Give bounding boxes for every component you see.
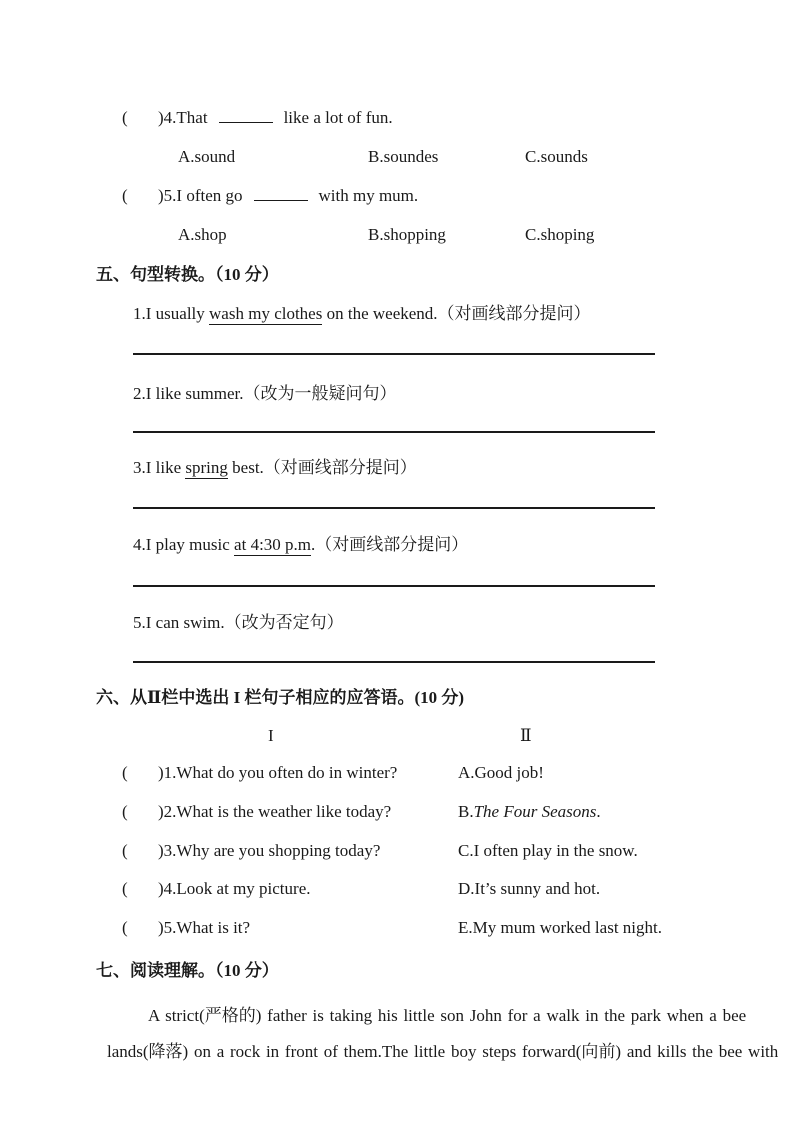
answer-line	[133, 431, 655, 433]
answer-line	[133, 585, 655, 587]
answer-line	[133, 661, 655, 663]
matching-left-item: )5.What is it?	[158, 918, 251, 937]
matching-left-item: )3.Why are you shopping today?	[158, 841, 381, 860]
matching-column-headers	[0, 724, 793, 748]
underlined-phrase: wash my clothes	[209, 304, 323, 323]
item-text-before: 4.I play music	[133, 535, 235, 554]
answer-line	[133, 507, 655, 509]
item-instruction-note: （对画线部分提问）	[263, 458, 417, 477]
section-title-reading-comprehension: 七、阅读理解。（10 分）	[96, 961, 279, 980]
transform-item-5	[133, 608, 344, 633]
reading-paragraph-line-2: lands(降落) on a rock in front of them.The little boy steps forward(向前) and kills the bee with	[107, 1042, 779, 1061]
matching-row-2	[0, 800, 793, 824]
answer-bracket: (	[122, 879, 128, 898]
item-instruction-note: （改为否定句）	[224, 613, 344, 632]
section-title-sentence-transformation: 五、句型转换。（10 分）	[96, 265, 279, 284]
right-text: B.	[458, 802, 474, 821]
matching-right-item	[458, 800, 601, 824]
fill-blank	[254, 187, 308, 201]
item-text-after: on the weekend.	[322, 304, 438, 323]
right-text-italic: The Four Seasons	[473, 802, 597, 821]
matching-row-3	[0, 839, 793, 863]
item-instruction-note: （对画线部分提问）	[315, 535, 469, 554]
item-text-before: 2.I like summer.	[133, 384, 244, 403]
stem-text-before: )4.That	[158, 108, 208, 127]
right-text: C.I often play in the snow.	[458, 841, 638, 860]
matching-right-item	[458, 877, 600, 901]
option-a: A.shop	[178, 225, 227, 244]
item-text-before: 3.I like	[133, 458, 186, 477]
item-text-after: best.	[227, 458, 264, 477]
underlined-phrase: spring	[185, 458, 228, 477]
stem-text-after: with my mum.	[318, 186, 419, 205]
matching-right-item	[458, 916, 662, 940]
answer-bracket: (	[122, 841, 128, 860]
matching-row-4	[0, 877, 793, 901]
underlined-phrase: at 4:30 p.m	[234, 535, 312, 554]
choice-question-5-stem	[158, 184, 418, 208]
option-c: C.sounds	[525, 147, 588, 166]
right-text-post: .	[596, 802, 601, 821]
item-text-after: .	[311, 535, 316, 554]
answer-bracket: (	[122, 918, 128, 937]
transform-item-4	[133, 530, 468, 555]
column-2-header: Ⅱ	[520, 726, 532, 745]
item-instruction-note: （改为一般疑问句）	[243, 384, 397, 403]
fill-blank	[219, 109, 273, 123]
matching-left-item: )4.Look at my picture.	[158, 879, 311, 898]
matching-row-5	[0, 916, 793, 940]
stem-text-before: )5.I often go	[158, 186, 243, 205]
option-b: B.shopping	[368, 225, 446, 244]
matching-left-item: )2.What is the weather like today?	[158, 802, 392, 821]
right-text: A.Good job!	[458, 763, 544, 782]
option-b: B.soundes	[368, 147, 439, 166]
item-text-before: 5.I can swim.	[133, 613, 225, 632]
item-text-before: 1.I usually	[133, 304, 210, 323]
answer-line	[133, 353, 655, 355]
choice-question-4-row	[0, 106, 793, 130]
reading-paragraph-line-1: A strict(严格的) father is taking his little son John for a walk in the park when a bee	[148, 1006, 747, 1025]
stem-text-after: like a lot of fun.	[283, 108, 393, 127]
matching-left-item: )1.What do you often do in winter?	[158, 763, 398, 782]
answer-bracket: (	[122, 763, 128, 782]
section-title-matching: 六、从Ⅱ栏中选出 I 栏句子相应的应答语。(10 分)	[96, 688, 465, 707]
choice-question-4-stem	[158, 106, 393, 130]
transform-item-3	[133, 453, 417, 478]
item-instruction-note: （对画线部分提问）	[437, 304, 591, 323]
transform-item-1	[133, 299, 591, 324]
answer-bracket: (	[122, 108, 128, 127]
choice-question-5-row	[0, 184, 793, 208]
matching-right-item	[458, 761, 544, 785]
option-c: C.shoping	[525, 225, 595, 244]
matching-row-1	[0, 761, 793, 785]
right-text: E.My mum worked last night.	[458, 918, 662, 937]
choice-question-5-options-row	[0, 223, 793, 247]
right-text: D.It’s sunny and hot.	[458, 879, 601, 898]
answer-bracket: (	[122, 186, 128, 205]
answer-bracket: (	[122, 802, 128, 821]
column-1-header: I	[268, 726, 274, 745]
transform-item-2	[133, 379, 396, 404]
choice-question-4-options-row	[0, 145, 793, 169]
option-a: A.sound	[178, 147, 236, 166]
matching-right-item	[458, 839, 638, 863]
